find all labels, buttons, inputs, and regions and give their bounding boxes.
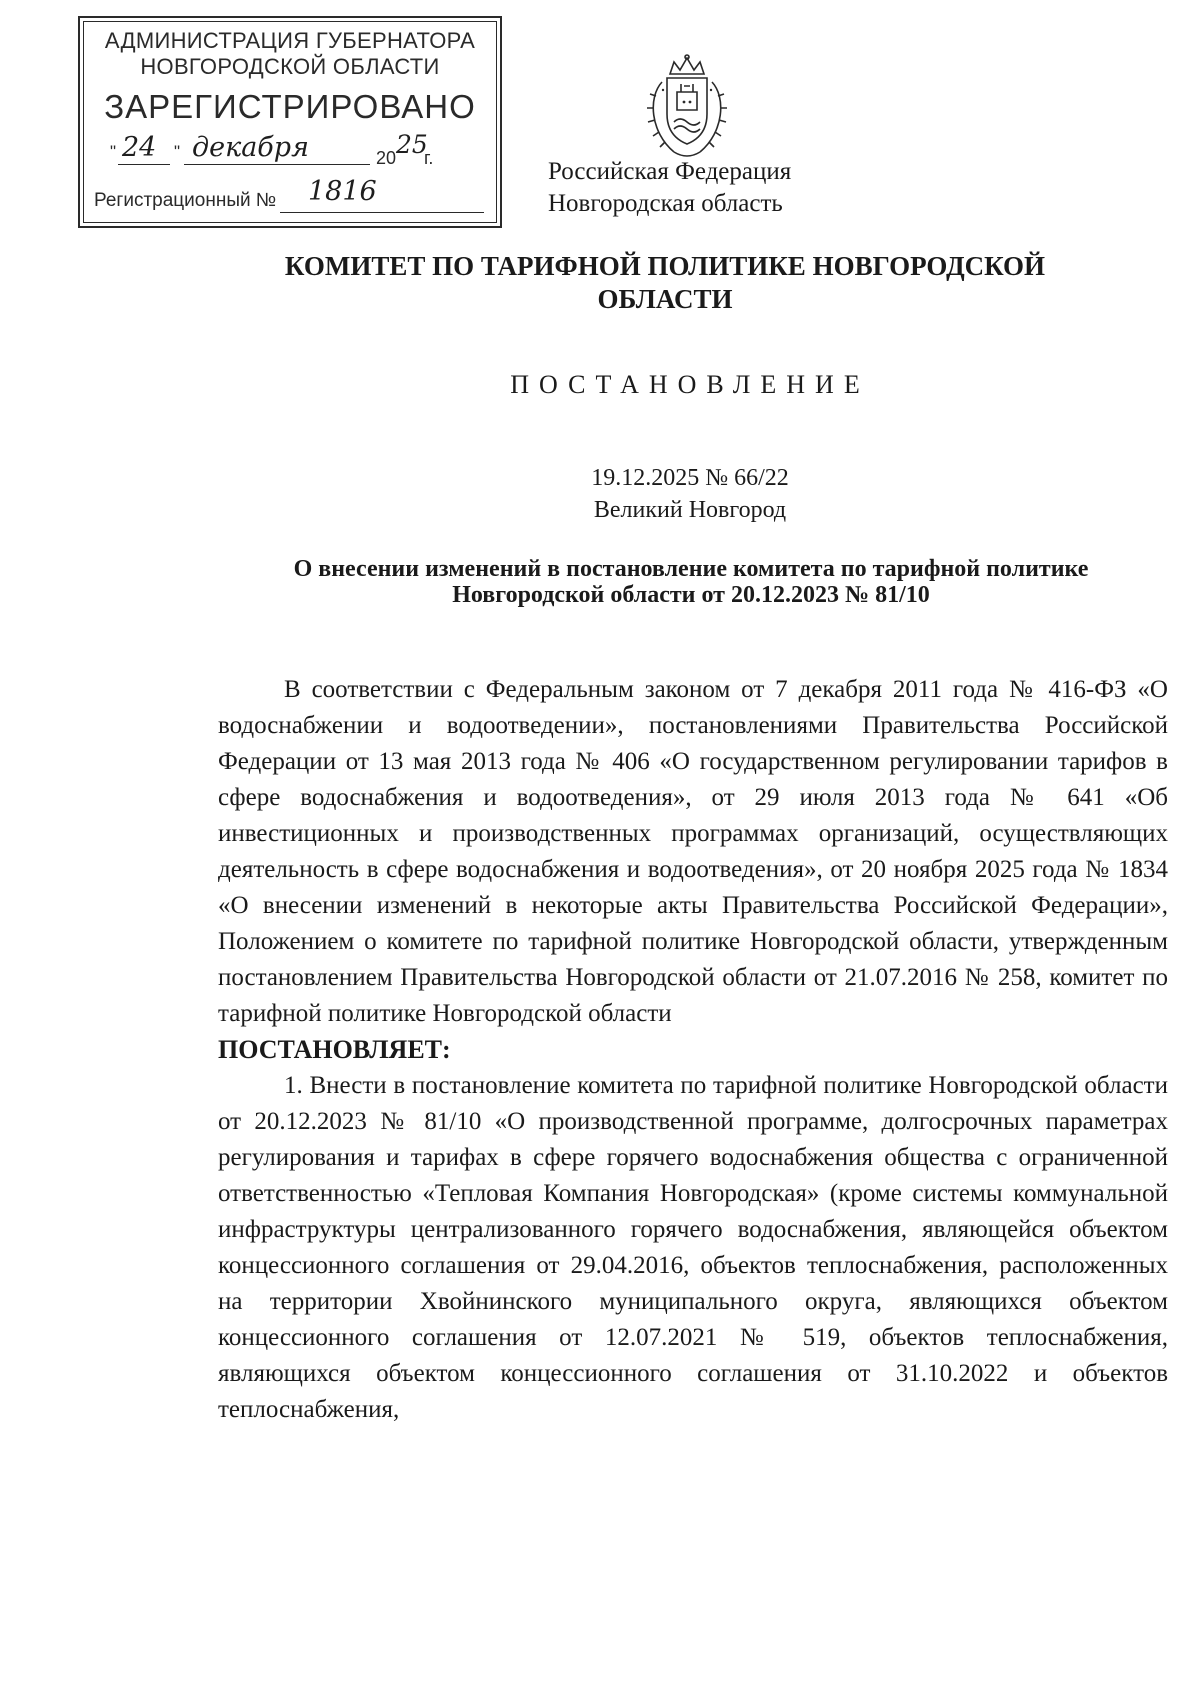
preamble-paragraph: В соответствии с Федеральным законом от 7 декабря 2011 года № 416-ФЗ «О водоснабжении и водоотведении», постановлениями Правительства Российской Федерации от 13 мая 2013 года № 406 «О государственном регулировании тарифов в сфере водоснабжения и водоотведения», от 29 июля 2013 года № 641 «Об инвестиционных и производственных программах организаций, осуществляющих деятельность в сфере водоснабжения и водоотведения», от 20 ноября 2025 года № 1834 «О внесении изменений в некоторые акты Правительства Российской Федерации», Положением о комитете по тарифной политике Новгородской области, утвержденным постановлением Правительства Новгородской области от 21.07.2016 № 258, комитет по тарифной политике Новгородской области [218, 676, 1168, 1027]
registration-stamp [78, 16, 502, 228]
stamp-date: " 24 " декабря 20 25 г. [110, 130, 434, 168]
subject-line-1: О внесении изменений в постановление комитета по тарифной политике [293, 556, 1089, 582]
stamp-month: декабря [192, 132, 309, 163]
header-region: Новгородская область [548, 190, 783, 217]
stamp-day: 24 [122, 132, 157, 163]
stamp-year-unit: г. [424, 148, 434, 168]
header-country: Российская Федерация [548, 158, 792, 185]
subject-line-2: Новгородской области от 20.12.2023 № 81/10 [452, 582, 930, 608]
stamp-year-suffix: 25 [396, 130, 428, 159]
resolves-heading: ПОСТАНОВЛЯЕТ: [218, 1035, 451, 1064]
decree-subject [212, 556, 1170, 608]
coat-of-arms-icon [640, 52, 734, 164]
stamp-line-1: АДМИНИСТРАЦИЯ ГУБЕРНАТОРА [104, 28, 476, 53]
stamp-year-prefix: 20 [376, 148, 397, 168]
decree-title: ПОСТАНОВЛЕНИЕ [510, 370, 870, 399]
stamp-reg-label: Регистрационный № [94, 190, 277, 211]
header-country-region [548, 156, 791, 220]
committee-line-1: КОМИТЕТ ПО ТАРИФНОЙ ПОЛИТИКЕ НОВГОРОДСКОЙ [284, 251, 1046, 281]
stamp-line-2: НОВГОРОДСКОЙ ОБЛАСТИ [140, 54, 440, 79]
date-place [200, 462, 1180, 526]
document-body [218, 672, 1168, 1428]
stamp-registered: ЗАРЕГИСТРИРОВАНО [104, 88, 476, 125]
committee-title [230, 250, 1100, 316]
city: Великий Новгород [593, 497, 787, 523]
stamp-reg-number: 1816 [308, 176, 377, 207]
committee-line-2: ОБЛАСТИ [597, 284, 733, 314]
item-1-paragraph: 1. Внести в постановление комитета по тарифной политике Новгородской области от 20.12.2023 № 81/10 «О производственной программе, долгосрочных параметрах регулирования и тарифах в сфере горячего водоснабжения общества с ограниченной ответственностью «Тепловая Компания Новгородская» (кроме системы коммунальной инфраструктуры централизованного горячего водоснабжения, являющейся объектом концессионного соглашения от 29.04.2016, объектов теплоснабжения, расположенных на территории Хвойнинского муниципального округа, являющихся объектом концессионного соглашения от 12.07.2021 № 519, объектов теплоснабжения, являющихся объектом концессионного соглашения от 31.10.2022 и объектов теплоснабжения, [218, 1072, 1168, 1423]
date-number: 19.12.2025 № 66/22 [591, 465, 789, 491]
